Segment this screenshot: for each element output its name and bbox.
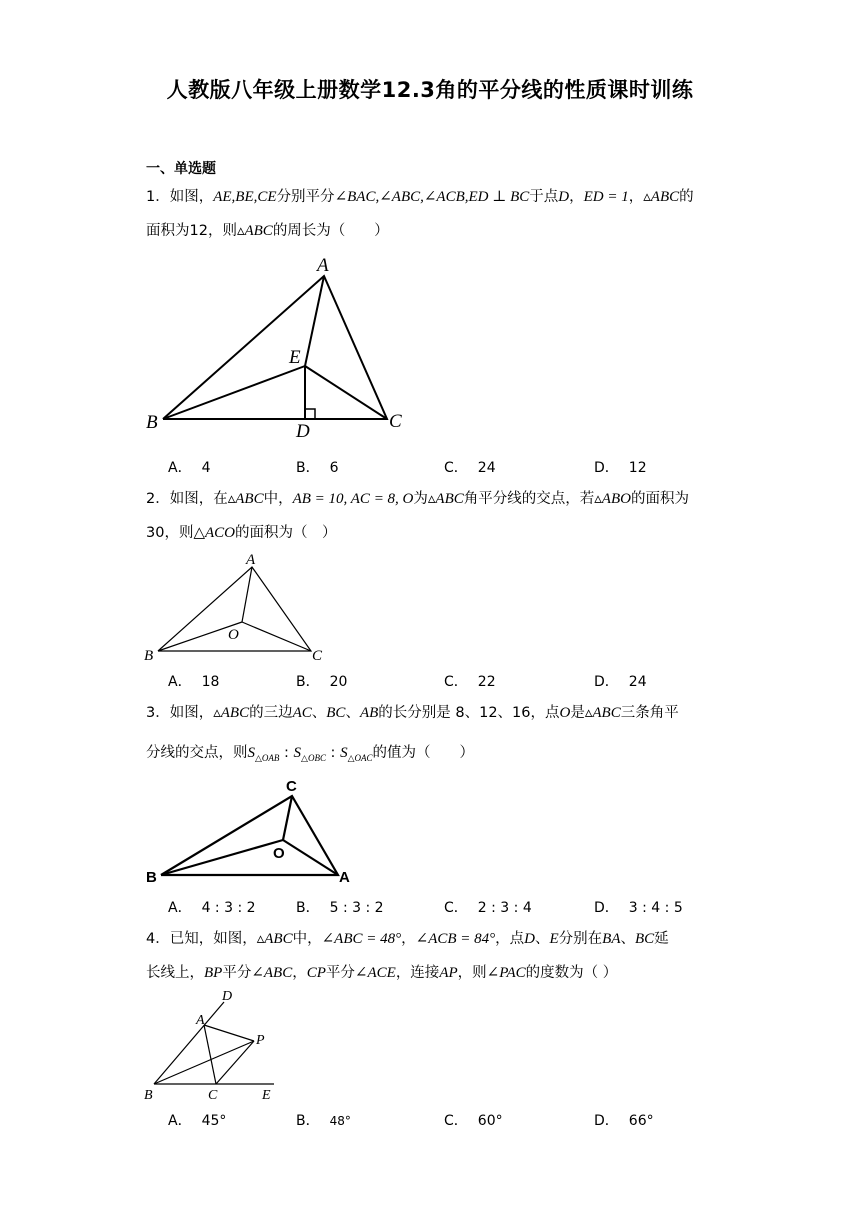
option-text: 2 : 3 : 4: [477, 900, 532, 916]
label-b: B: [144, 1088, 153, 1103]
right-angle-mark: [305, 409, 315, 419]
segment-ac: [204, 1025, 216, 1084]
option-letter: C．: [444, 674, 468, 690]
label-c: C: [286, 778, 297, 795]
math-run: ∠ACE: [354, 965, 396, 981]
text-run: 分别平分: [276, 189, 335, 205]
area-subscript: △OBC: [301, 753, 326, 763]
label-a: A: [317, 255, 329, 276]
math-run: AB: [359, 705, 379, 721]
option-letter: B．: [296, 460, 320, 476]
ratio-colon: :: [325, 745, 341, 761]
segment-ao: [283, 840, 338, 875]
math-run: AE,BE,CE: [213, 189, 277, 205]
option-text: 24: [477, 460, 496, 476]
option-letter: B．: [296, 900, 320, 916]
text-run: 的周长为（ ）: [272, 223, 389, 239]
segment-co: [283, 796, 292, 840]
text-run: 中，: [263, 491, 293, 507]
option-text: 48°: [329, 1114, 351, 1128]
text-run: 中，: [292, 931, 322, 947]
option-c[interactable]: [444, 1110, 503, 1130]
text-run: 的长分别是 8、12、16，点: [378, 705, 560, 721]
math-run: BC: [635, 931, 655, 947]
option-text: 20: [329, 674, 348, 690]
text-run: ，则: [457, 965, 487, 981]
text-run: ，: [628, 189, 644, 205]
text-run: 平分: [325, 965, 355, 981]
question-2-line2: [146, 516, 726, 550]
question-4-line2: [146, 956, 726, 990]
option-c[interactable]: [444, 457, 496, 477]
option-d[interactable]: [594, 897, 683, 917]
option-a[interactable]: [168, 671, 219, 691]
option-letter: D．: [594, 460, 619, 476]
area-s2: [294, 745, 326, 761]
label-o: O: [228, 627, 239, 643]
text-run: 角平分线的交点，若: [463, 491, 595, 507]
option-d[interactable]: [594, 671, 647, 691]
text-run: 的三边: [249, 705, 293, 721]
question-1-figure: [140, 250, 420, 440]
section-heading: 一、单选题: [146, 161, 216, 177]
option-letter: C．: [444, 1113, 468, 1129]
segment-cp: [216, 1041, 254, 1084]
text-run: 延: [654, 931, 669, 947]
math-run: ∠BAC,∠ABC,∠ACB,ED ⊥ BC: [334, 189, 530, 205]
math-run: ∠PAC: [486, 965, 526, 981]
question-3-line2: [146, 736, 726, 775]
math-run: AC: [292, 705, 312, 721]
question-3-line1: [146, 696, 726, 730]
option-b[interactable]: [296, 1110, 351, 1130]
area-symbol: S: [247, 745, 255, 761]
option-letter: A．: [168, 460, 192, 476]
area-s3: [340, 745, 372, 761]
question-2-text: [146, 482, 726, 550]
math-run: ▵ABC: [256, 931, 293, 947]
text-run: 如图，在: [169, 491, 228, 507]
option-b[interactable]: [296, 897, 384, 917]
question-3-options: [168, 897, 728, 919]
option-letter: B．: [296, 1113, 320, 1129]
label-p: P: [256, 1033, 265, 1048]
segment-be: [163, 366, 305, 419]
question-1-options: [168, 457, 728, 479]
question-1-line2: [146, 214, 726, 248]
question-1-line1: [146, 180, 726, 214]
question-1-text: [146, 180, 726, 248]
option-text: 60°: [477, 1113, 503, 1129]
option-d[interactable]: [594, 1110, 654, 1130]
label-b: B: [146, 869, 157, 886]
label-a: A: [339, 869, 350, 886]
math-run: D: [558, 189, 570, 205]
option-text: 5 : 3 : 2: [329, 900, 384, 916]
label-d: D: [222, 989, 233, 1004]
option-letter: D．: [594, 674, 619, 690]
math-run: ▵ABC: [213, 705, 250, 721]
option-a[interactable]: [168, 457, 211, 477]
text-run: 、: [345, 705, 360, 721]
page-title: 人教版八年级上册数学12.3角的平分线的性质课时训练: [166, 78, 694, 102]
option-c[interactable]: [444, 897, 532, 917]
text-run: 三条角平: [620, 705, 679, 721]
segment-bp: [154, 1041, 254, 1084]
segment-bo: [161, 840, 283, 875]
option-text: 22: [477, 674, 496, 690]
math-run: AP: [439, 965, 458, 981]
text-run: 已知，如图，: [169, 931, 257, 947]
text-run: 分别在: [558, 931, 603, 947]
option-letter: C．: [444, 900, 468, 916]
text-run: 的: [679, 189, 694, 205]
text-run: ，: [292, 965, 307, 981]
option-text: 3 : 4 : 5: [628, 900, 683, 916]
option-a[interactable]: [168, 897, 256, 917]
option-text: 18: [201, 674, 220, 690]
question-4-options: [168, 1110, 728, 1132]
segment-ap: [204, 1025, 254, 1041]
text-run: ，: [569, 189, 584, 205]
math-run: BC: [326, 705, 346, 721]
option-b[interactable]: [296, 457, 339, 477]
text-run: ，点: [495, 931, 525, 947]
text-run: 如图，: [169, 705, 214, 721]
math-run: ▵ABC: [584, 705, 621, 721]
question-2-options: [168, 671, 728, 693]
text-run: 平分: [222, 965, 252, 981]
label-d: D: [296, 421, 310, 442]
math-run: BP: [204, 965, 223, 981]
math-run: ▵ABC: [227, 491, 264, 507]
option-b[interactable]: [296, 671, 347, 691]
label-e: E: [262, 1088, 271, 1103]
option-letter: A．: [168, 1113, 192, 1129]
text-run: 的值为（ ）: [372, 745, 474, 761]
math-run: CP: [306, 965, 326, 981]
option-text: 45°: [201, 1113, 227, 1129]
option-text: 4 : 3 : 2: [201, 900, 256, 916]
question-3-figure: [140, 772, 370, 887]
text-run: 分线的交点，则: [146, 745, 248, 761]
option-d[interactable]: [594, 457, 647, 477]
math-run: O: [559, 705, 571, 721]
text-run: 、: [535, 931, 550, 947]
text-run: ，连接: [395, 965, 440, 981]
option-text: 4: [201, 460, 211, 476]
area-symbol: S: [340, 745, 348, 761]
text-run: 为: [413, 491, 428, 507]
option-letter: C．: [444, 460, 468, 476]
question-2-line1: [146, 482, 726, 516]
math-run: E: [549, 931, 559, 947]
label-e: E: [289, 347, 301, 368]
math-run: ED = 1: [583, 189, 629, 205]
label-a: A: [196, 1013, 205, 1028]
area-symbol: S: [293, 745, 302, 761]
label-b: B: [146, 412, 158, 433]
math-run: ∠ACB = 84°: [415, 931, 496, 947]
area-s1: [248, 745, 280, 761]
question-4-figure: [140, 986, 290, 1106]
text-run: 的面积为: [630, 491, 689, 507]
math-run: △ACO: [193, 525, 235, 541]
question-3-text: [146, 696, 726, 775]
question-2-figure: [140, 548, 340, 668]
label-a: A: [246, 552, 256, 568]
option-text: 6: [329, 460, 339, 476]
option-text: 66°: [628, 1113, 654, 1129]
text-run: 的面积为（ ）: [235, 525, 337, 541]
text-run: 、: [620, 931, 635, 947]
math-run: ∠ABC = 48°: [321, 931, 402, 947]
math-run: AB = 10, AC = 8, O: [292, 491, 414, 507]
text-run: 的度数为（ ）: [525, 965, 618, 981]
math-run: BA: [602, 931, 621, 947]
math-run: ▵ABO: [594, 491, 631, 507]
math-run: ▵ABC: [643, 189, 680, 205]
option-a[interactable]: [168, 1110, 226, 1130]
triangle-abc: [161, 796, 338, 875]
option-text: 12: [628, 460, 647, 476]
math-run: ∠ABC: [251, 965, 293, 981]
text-run: 是: [570, 705, 585, 721]
question-4-line1: [146, 922, 726, 956]
question-number: 1．: [146, 189, 170, 205]
label-c: C: [389, 411, 402, 432]
math-run: ▵ABC: [427, 491, 464, 507]
text-run: 长线上，: [146, 965, 204, 981]
math-run: ▵ABC: [236, 223, 273, 239]
option-letter: B．: [296, 674, 320, 690]
label-c: C: [208, 1088, 218, 1103]
math-run: D: [524, 931, 535, 947]
ratio-colon: :: [279, 745, 294, 761]
question-4-text: [146, 922, 726, 990]
area-subscript: △OAC: [347, 753, 373, 763]
option-text: 24: [628, 674, 647, 690]
label-b: B: [144, 648, 154, 664]
label-o: O: [273, 845, 285, 862]
text-run: ，: [401, 931, 416, 947]
question-number: 3．: [146, 705, 170, 721]
option-c[interactable]: [444, 671, 496, 691]
option-letter: A．: [168, 900, 192, 916]
text-run: 30，则: [146, 525, 194, 541]
question-number: 2．: [146, 491, 170, 507]
text-run: 、: [311, 705, 327, 721]
option-letter: D．: [594, 1113, 619, 1129]
label-c: C: [312, 648, 323, 664]
text-run: 如图，: [169, 189, 214, 205]
area-subscript: △OAB: [255, 753, 280, 763]
text-run: 面积为12，则: [146, 223, 237, 239]
question-number: 4．: [146, 931, 170, 947]
option-letter: D．: [594, 900, 619, 916]
option-letter: A．: [168, 674, 192, 690]
text-run: 于点: [529, 189, 559, 205]
